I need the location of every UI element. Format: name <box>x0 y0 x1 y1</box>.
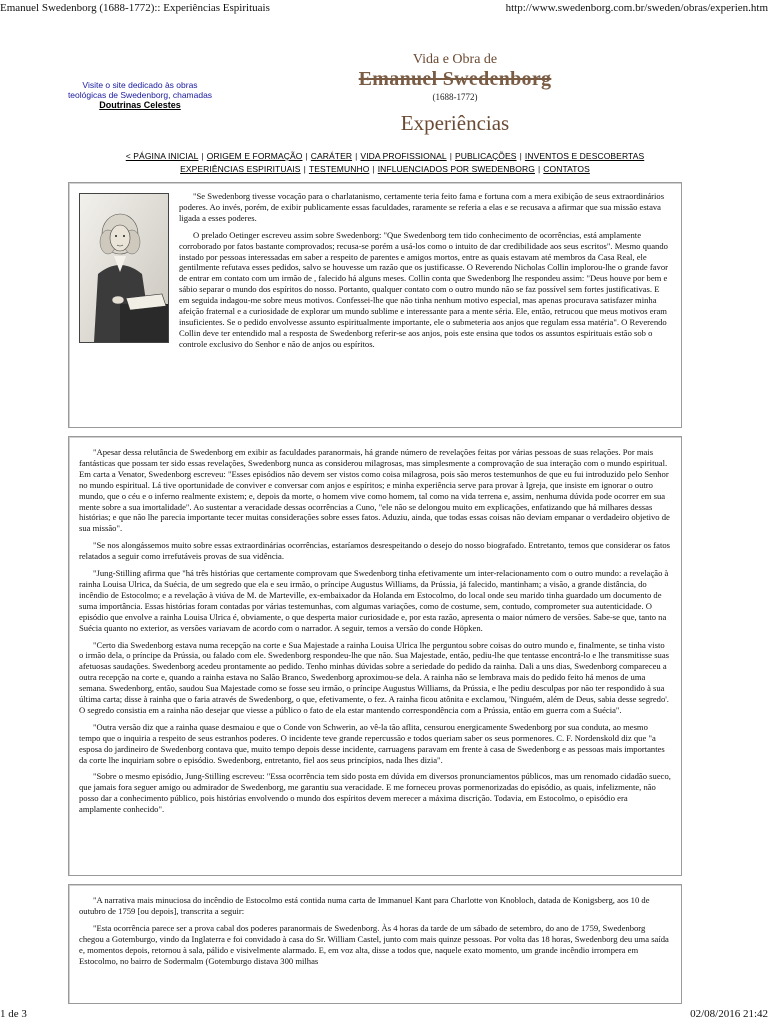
site-years: (1688-1772) <box>432 92 478 102</box>
nav-link-testemunho[interactable]: TESTEMUNHO <box>308 164 370 174</box>
nav-separator: | <box>201 151 204 161</box>
visit-box <box>55 80 225 110</box>
nav-separator: | <box>537 164 541 174</box>
nav-row-2 <box>90 163 680 176</box>
nav-separator: | <box>519 151 522 161</box>
panel3-paragraph-2: "Esta ocorrência parece ser a prova cabal dos poderes paranormais de Swedenborg. Às 4 horas da tarde de um sábado de setembro, do ano de 1759, Swedenborg chegou a Gotemburgo, vindo da Inglaterra e foi convidado à casa do Sr. William Castel, junto com mais quinze pessoas. Por volta das 18 horas, Swedenborg deu uma saída e, momentos depois, retornou à sala, pálido e visivelmente alarmado. E, em voz alta, disse a todos que, naquele exato momento, um grande incêndio irrompera em Estocolmo, no bairro de Sodermalm (Gotemburgo distava 300 milhas <box>79 922 669 966</box>
nav-separator: | <box>305 151 308 161</box>
nav-separator: | <box>449 151 452 161</box>
nav-link-inventos[interactable]: INVENTOS E DESCOBERTAS <box>524 151 645 161</box>
article-panel-2 <box>68 436 682 876</box>
nav-link-pagina-inicial[interactable]: < PÁGINA INICIAL <box>125 151 199 161</box>
print-datetime: 02/08/2016 21:42 <box>690 1008 768 1020</box>
nav-row-1 <box>90 150 680 163</box>
page-title: Experiências <box>400 111 510 135</box>
nav-link-contatos[interactable]: CONTATOS <box>543 164 590 174</box>
print-page-title: Emanuel Swedenborg (1688-1772):: Experiências Espirituais <box>0 2 270 14</box>
nav-separator: | <box>355 151 358 161</box>
article-panel-1 <box>68 182 682 428</box>
nav-separator: | <box>372 164 375 174</box>
nav-link-origem-formacao[interactable]: ORIGEM E FORMAÇÃO <box>206 151 303 161</box>
site-name[interactable]: Emanuel Swedenborg <box>358 68 552 90</box>
panel1-paragraph-1: "Se Swedenborg tivesse vocação para o charlatanismo, certamente teria feito fama e fortuna com a mera exibição de seus extraordinários poderes. Ao invés, porém, de exibir publicamente essas faculdades, raramente se referia a elas e se recusava a afirmar que sua missão estava ligada a esses poderes. <box>179 191 665 223</box>
nav-link-influenciados[interactable]: INFLUENCIADOS POR SWEDENBORG <box>377 164 535 174</box>
nav-separator: | <box>303 164 306 174</box>
print-url: http://www.swedenborg.com.br/sweden/obras/experien.htm <box>505 2 768 14</box>
doutrinas-celestes-link[interactable]: Doutrinas Celestes <box>99 100 181 110</box>
visit-line-2: teológicas de Swedenborg, chamadas <box>67 90 213 100</box>
panel3-paragraph-1: "A narrativa mais minuciosa do incêndio de Estocolmo está contida numa carta de Immanuel Kant para Charlotte von Knobloch, datada de Konigsberg, aos 10 de outubro de 1759 [ou depois], transcrita a seguir: <box>79 895 650 916</box>
nav-link-carater[interactable]: CARÁTER <box>310 151 353 161</box>
panel2-paragraph-4: "Certo dia Swedenborg estava numa recepção na corte e Sua Majestade a rainha Louisa Ulrica lhe perguntou sobre coisas do outro mundo e, finalmente, se tinha visto o irmão dela, o príncipe da Prússia, ou falado com ele. Swedenborg respondeu-lhe que não. Sua Majestade, então, pediu-lhe que tentasse encontrá-lo e lhe transmitisse suas afetuosas saudações. Swedenborg acedeu prontamente ao pedido. Tenho minhas dúvidas sobre a seriedade do pedido da rainha. Dali a uns dias, Swedenborg compareceu a outra recepção na corte e, quando a rainha estava no Salão Branco, Swedenborg aproximou-se dela. A rainha não se lembrava mais do pedido feito há menos de uma semana. Swedenborg, então, saudou Sua Majestade como se fosse seu irmão, o príncipe Augustus Williams, da Prússia, e lhe pediu desculpas por não ter respondido à sua última carta; disse à rainha que o faria através de Swedenborg, o que, efetivamente, o fez. A rainha ficou atônita e exclamou, 'Ninguém, além de Deus, sabia desse segredo'. O segredo consistia em a rainha não desejar que viesse a público o fato de ela estar mantendo correspondência com a Prússia, então em guerra com a Suécia". <box>79 639 670 715</box>
panel2-paragraph-3: "Jung-Stilling afirma que "há três histórias que certamente comprovam que Swedenborg tinha efetivamente um inter-relacionamento com o outro mundo: a revelação à rainha Louisa Ulrica, da Suécia, de um segredo que ela e seu irmão, o príncipe Augustus Williams, da Prússia, já falecido, mantinham; a visão, a grande distância, do incêndio de Estocolmo; e a revelação à viúva de M. de Marteville, ex-embaixador da Holanda em Estocolmo, do local onde seu marido tinha guardado um documento de suma importância. Essas histórias foram contadas por várias testemunhas, com algumas variações, como de costume, sem, contudo, comprometer sua autenticidade. O episódio que envolve a rainha Louisa Ulrica é, obviamente, o que desperta maior curiosidade e, por esta razão, apresenta o maior número de versões. Sabe-se que, tanto na Suécia quanto no exterior, as versões variavam de acordo com o narrador. A seguir, temos a versão do conde Höpken. <box>79 568 669 633</box>
panel2-paragraph-6: "Sobre o mesmo episódio, Jung-Stilling escreveu: "Essa ocorrência tem sido posta em dúvida em diversos pronunciamentos públicos, mas um renomado cidadão sueco, que jamais fora seguer amigo ou admirador de Swedenborg, me garantiu sua veracidade. E me forneceu provas pormenorizadas do episódio, as quais, infelizmente, não posso dar a conhecimento público, pois histórias envolvendo o mundo dos espíritos devem merecer a máxima discrição. Todavia, em Estocolmo, o episódio era amplamente conhecido". <box>79 771 671 815</box>
swedenborg-portrait-image <box>79 193 169 343</box>
nav-link-vida-profissional[interactable]: VIDA PROFISSIONAL <box>360 151 447 161</box>
print-footer <box>0 1006 768 1024</box>
print-page-number: 1 de 3 <box>0 1008 27 1020</box>
print-header <box>0 0 768 16</box>
panel2-paragraph-5: "Outra versão diz que a rainha quase desmaiou e que o Conde von Schwerin, ao vê-la tão aflita, censurou energicamente Swedenborg por sua conduta, ao mesmo tempo que o inquiria a respeito de seus estranhos poderes. O incidente teve grande repercussão e todos queriam saber os seus pormenores. C. F. Nordenskold diz que "a esposa do jardineiro de Swedenborg contava que, muito tempo depois desse incidente, carruagens paravam em frente à casa de Swedenborg e as pessoas mais importantes da corte lhe inquiriam sobre o episódio. Swedenborg, entretanto, fiel aos seus princípios, nada lhes dizia". <box>79 721 665 765</box>
panel2-paragraph-2: "Se nos alongássemos muito sobre essas extraordinárias ocorrências, estaríamos desrespeitando o desejo do nosso biografado. Entretanto, temos que considerar os fatos relatados a seguir como irrefutáveis provas de sua vidência. <box>79 540 670 562</box>
site-title-block <box>330 52 580 136</box>
article-panel-3 <box>68 884 682 1004</box>
panel2-paragraph-1: "Apesar dessa relutância de Swedenborg em exibir as faculdades paranormais, há grande número de revelações feitas por várias pessoas de suas relações. Por mais fantásticas que possam ter sido essas revelações, Swedenborg nunca as considerou milagrosas, mas simplesmente a comprovação de sua interação com o mundo espiritual. Em carta a Venator, Swedenborg escreveu: "Esses episódios não devem ser vistos como coisa milagrosa, pois são meros testemunhos de que eu fui introduzido pelo Senhor no mundo espiritual. Lá tive oportunidade de conviver e conversar com anjos e espíritos; e minha experiência serve para provar à Igreja, que insiste em ignorar o outro mundo, que o céu e o inferno realmente existem; e, depois da morte, o homem vive como homem, tal como na vida terrena e, assim, nenhuma dúvida pode ocorrer em sua mente sobre a sua imortalidade". Ao sustentar a veracidade dessas ocorrências a Cuno, "ele não se delongou muito em explicações, enfatizando que há milhares dessas histórias; e que não lhe parecia importante tecer muitas considerações sobre esses fatos. Aduziu, ainda, que todas essas coisas não deviam empanar o verdadeiro objetivo de sua missão". <box>79 447 670 534</box>
nav-link-experiencias[interactable]: EXPERIÊNCIAS ESPIRITUAIS <box>180 164 301 174</box>
site-subtitle: Vida e Obra de <box>412 52 498 67</box>
visit-line-1: Visite o site dedicado às obras <box>82 80 198 90</box>
nav-link-publicacoes[interactable]: PUBLICAÇÕES <box>455 151 517 161</box>
main-navigation <box>90 150 680 176</box>
panel1-paragraph-2: O prelado Oetinger escreveu assim sobre Swedenborg: "Que Swedenborg tem tido conhecimento de ocorrências, está amplamente corroborado por fatos bastante comprovados; recusa-se porém a usá-los como o intuito de dar credibilidade aos seus escritos". Mesmo quando instado por pessoas interessadas em saber a respeito de parentes e amigos mortos, entre as quais estavam até membros da Casa Real, ele gentilmente refutava esses pedidos, salvo se houvesse um razão que os justificasse. O Reverendo Nicholas Collin implorou-lhe o grande favor de entrar em contato com um irmão de , falecido há alguns meses. Collin conta que Swedenborg lhe respondeu assim: "Deus houve por bem e sábio separar o mundo dos espíritos do nosso. Portanto, qualquer contato com o outro mundo não se faz possível sem fortes justificativas. E em seguida indagou-me sobre meus motivos. Confessei-lhe que não tinha nenhum motivo especial, mas apenas procurava satisfazer minha afeição fraternal e a curiosidade de explorar um mundo sublime e interessante para a mente séria. Ele, então, retrucou que meus motivos eram insuficientes. Se o pedido envolvesse assunto espiritualmente importante, ele o submeteria aos anjos que regulam essa matéria". O Reverendo Collin deve ter entendido mal a resposta de Swedenborg referir-se aos anjos, pois este ensina que todos os assuntos espirituais estão sob o controle exclusivo do Senhor e não de anjos ou espíritos. <box>179 229 668 349</box>
